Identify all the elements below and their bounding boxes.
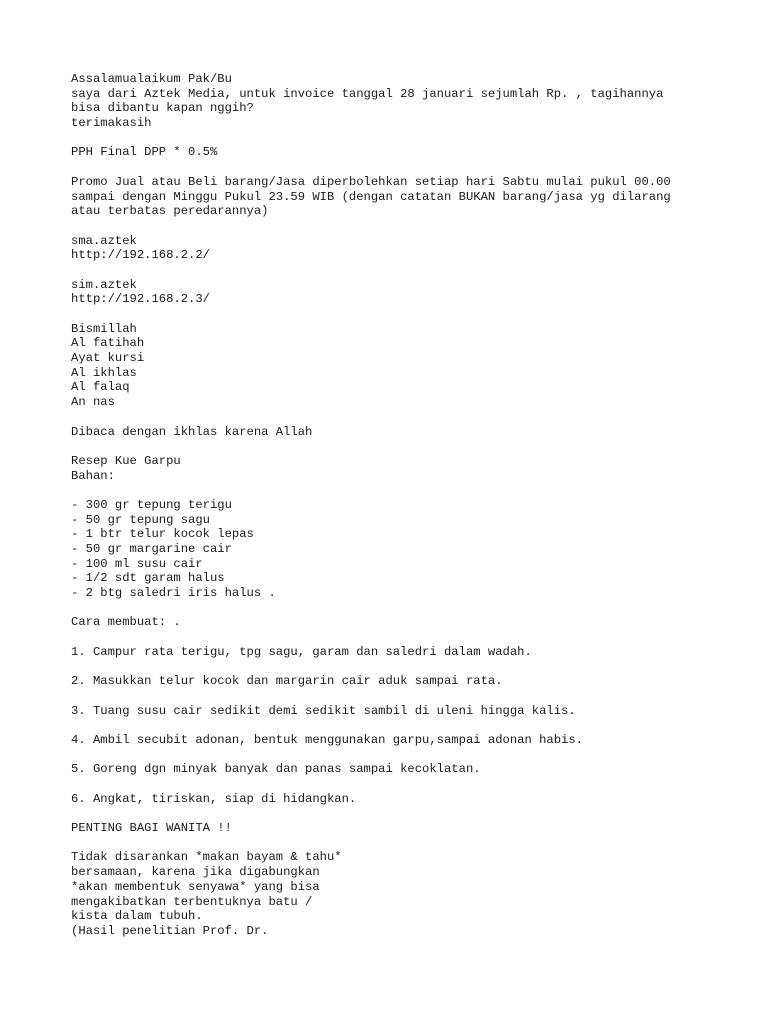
- text-line: kista dalam tubuh.: [71, 909, 203, 924]
- text-line: [71, 660, 711, 675]
- text-line: bisa dibantu kapan nggih?: [71, 101, 254, 116]
- text-line: *akan membentuk senyawa* yang bisa: [71, 879, 320, 894]
- text-line: PPH Final DPP * 0.5%: [71, 145, 218, 160]
- text-line: [71, 160, 711, 175]
- text-line: http://192.168.2.2/: [71, 248, 210, 263]
- text-line: Al ikhlas: [71, 365, 137, 380]
- text-line: Promo Jual atau Beli barang/Jasa diperbolehkan setiap hari Sabtu mulai pukul 00.00: [71, 174, 671, 189]
- text-line: Al falaq: [71, 380, 130, 395]
- text-line: sma.aztek: [71, 233, 137, 248]
- text-line: [71, 718, 711, 733]
- text-line: Tidak disarankan *makan bayam & tahu*: [71, 850, 342, 865]
- text-line: - 300 gr tepung terigu: [71, 497, 232, 512]
- text-line: Al fatihah: [71, 336, 145, 351]
- text-line: 3. Tuang susu cair sedikit demi sedikit sambil di uleni hingga kalis.: [71, 703, 576, 718]
- text-line: [71, 689, 711, 704]
- text-line: sim.aztek: [71, 277, 137, 292]
- text-line: atau terbatas peredarannya): [71, 204, 269, 219]
- text-line: sampai dengan Minggu Pukul 23.59 WIB (dengan catatan BUKAN barang/jasa yg dilarang: [71, 189, 671, 204]
- text-line: bersamaan, karena jika digabungkan: [71, 865, 320, 880]
- text-line: [71, 601, 711, 616]
- text-line: 5. Goreng dgn minyak banyak dan panas sampai kecoklatan.: [71, 762, 481, 777]
- text-line: Assalamualaikum Pak/Bu: [71, 72, 232, 86]
- text-line: - 1 btr telur kocok lepas: [71, 527, 254, 542]
- text-line: Bahan:: [71, 468, 115, 483]
- text-line: 6. Angkat, tiriskan, siap di hidangkan.: [71, 791, 357, 806]
- text-line: (Hasil penelitian Prof. Dr.: [71, 923, 269, 938]
- text-line: PENTING BAGI WANITA !!: [71, 821, 232, 836]
- text-line: 2. Masukkan telur kocok dan margarin cair aduk sampai rata.: [71, 674, 503, 689]
- text-line: Ayat kursi: [71, 351, 145, 366]
- text-line: saya dari Aztek Media, untuk invoice tanggal 28 januari sejumlah Rp. , tagihannya: [71, 86, 664, 101]
- text-line: Dibaca dengan ikhlas karena Allah: [71, 424, 313, 439]
- text-line: [71, 806, 711, 821]
- text-line: [71, 307, 711, 322]
- document-page: [71, 72, 711, 939]
- text-line: - 2 btg saledri iris halus .: [71, 586, 276, 601]
- text-line: 4. Ambil secubit adonan, bentuk menggunakan garpu,sampai adonan habis.: [71, 732, 583, 747]
- text-line: [71, 483, 711, 498]
- text-line: [71, 410, 711, 425]
- text-line: terimakasih: [71, 116, 152, 131]
- text-line: [71, 439, 711, 454]
- text-line: Cara membuat: .: [71, 615, 181, 630]
- text-line: [71, 836, 711, 851]
- text-line: [71, 777, 711, 792]
- text-line: [71, 219, 711, 234]
- text-line: [71, 630, 711, 645]
- text-line: Bismillah: [71, 321, 137, 336]
- text-line: - 50 gr margarine cair: [71, 542, 232, 556]
- text-line: [71, 131, 711, 146]
- text-line: - 1/2 sdt garam halus: [71, 571, 225, 586]
- text-line: http://192.168.2.3/: [71, 292, 210, 307]
- text-line: - 100 ml susu cair: [71, 556, 203, 571]
- text-line: [71, 748, 711, 763]
- text-line: 1. Campur rata terigu, tpg sagu, garam dan saledri dalam wadah.: [71, 644, 532, 659]
- text-line: - 50 gr tepung sagu: [71, 512, 210, 527]
- text-line: [71, 263, 711, 278]
- text-line: Resep Kue Garpu: [71, 453, 181, 468]
- text-line: mengakibatkan terbentuknya batu /: [71, 894, 313, 909]
- text-line: An nas: [71, 395, 115, 410]
